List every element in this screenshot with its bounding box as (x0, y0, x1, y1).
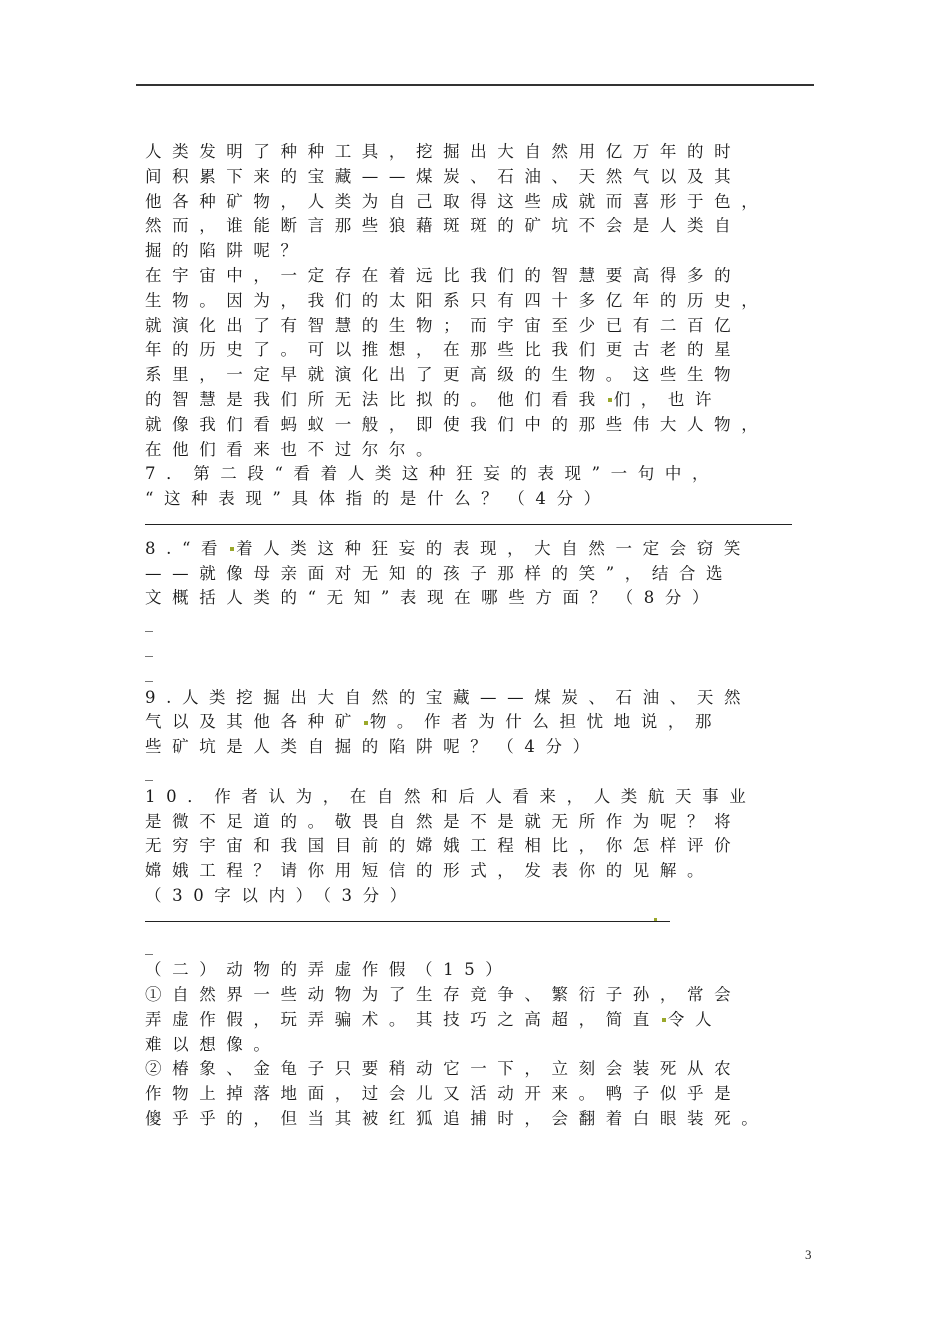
line-text: 在他们看来也不过尔尔。 (145, 439, 444, 459)
line-text: 10．作者认为，在自然和后人看来，人类航天事业 (145, 786, 757, 806)
line-text: 生物。因为，我们的太阳系只有四十多亿年的历史， (145, 290, 769, 310)
line-text: 他各种矿物，人类为自己取得这些成就而喜形于色， (145, 191, 769, 211)
blank-mark: _ (145, 761, 153, 781)
text-line (145, 686, 825, 711)
line-text: （二）动物的弄虚作假（15） (145, 960, 513, 980)
text-line (145, 338, 825, 363)
line-text: 9.人类挖掘出大自然的宝藏——煤炭、石油、天然 (145, 687, 752, 707)
text-line (145, 785, 825, 810)
line-text: （30字以内）（3分） (145, 885, 417, 905)
answer-line (145, 909, 825, 934)
line-text: 的智慧是我们所无法比拟的。他们看我 (145, 389, 606, 409)
text-line (145, 239, 825, 264)
text-line (145, 735, 825, 760)
answer-blank (145, 760, 825, 785)
blank-mark: _ (145, 637, 153, 657)
answer-line (145, 512, 825, 537)
text-line (145, 438, 825, 463)
line-text: ②椿象、金龟子只要稍动它一下，立刻会装死从农 (145, 1059, 742, 1079)
line-text: 在宇宙中，一定存在着远比我们的智慧要高得多的 (145, 265, 742, 285)
line-text-cont: 们，也许 (613, 389, 723, 409)
text-line (145, 710, 825, 735)
text-line (145, 1033, 825, 1058)
blank-mark: _ (145, 662, 153, 682)
blank-mark: _ (145, 935, 153, 955)
line-text: 些矿坑是人类自掘的陷阱呢？（4分） (145, 737, 600, 757)
line-text: 然而，谁能断言那些狼藉斑斑的矿坑不会是人类自 (145, 216, 742, 236)
text-line (145, 958, 825, 983)
line-text: 文概括人类的“无知”表现在哪些方面？（8分） (145, 588, 720, 608)
answer-blank (145, 934, 825, 959)
line-text: 人类发明了种种工具，挖掘出大自然用亿万年的时 (145, 142, 742, 161)
answer-blank (145, 661, 825, 686)
line-text: ①自然界一些动物为了生存竞争、繁衍子孙，常会 (145, 985, 742, 1005)
text-line (145, 413, 825, 438)
line-text: 是微不足道的。敬畏自然是不是就无所作为呢？将 (145, 811, 742, 831)
line-text: “这种表现”具体指的是什么？（4分） (145, 489, 611, 509)
line-text: 难以想像。 (145, 1034, 281, 1054)
text-line (145, 1057, 825, 1082)
line-text: 傻乎乎的，但当其被红狐追捕时，会翻着白眼装死。 (145, 1109, 769, 1129)
blank-mark: _ (145, 613, 153, 633)
text-line (145, 264, 825, 289)
line-text: 7．第二段“看着人类这种狂妄的表现”一句中， (145, 464, 720, 484)
line-text: 作物上掉落地面，过会儿又活动开来。鸭子似乎是 (145, 1084, 742, 1104)
text-line (145, 462, 825, 487)
text-line (145, 388, 825, 413)
line-text: 无穷宇宙和我国目前的嫦娥工程相比，你怎样评价 (145, 836, 742, 856)
document-body (145, 140, 825, 1132)
line-text: 气以及其他各种矿 (145, 712, 362, 732)
text-line (145, 140, 825, 165)
answer-blank (145, 636, 825, 661)
line-text-cont: 物。作者为什么担忧地说，那 (369, 712, 723, 732)
line-text: 嫦娥工程？请你用短信的形式，发表你的见解。 (145, 861, 715, 881)
line-text: 弄虚作假，玩弄骗术。其技巧之高超，简直 (145, 1009, 660, 1029)
emphasis-dot (230, 547, 234, 551)
text-line (145, 859, 825, 884)
line-text: 系里，一定早就演化出了更高级的生物。这些生物 (145, 365, 742, 385)
line-text: 掘的陷阱呢？ (145, 241, 308, 261)
emphasis-dot (654, 918, 657, 921)
line-text: ——就像母亲面对无知的孩子那样的笑”，结合选 (145, 563, 734, 583)
text-line (145, 214, 825, 239)
text-line (145, 586, 825, 611)
text-line (145, 314, 825, 339)
text-line (145, 1107, 825, 1132)
text-line (145, 884, 825, 909)
emphasis-dot (608, 398, 612, 402)
text-line (145, 165, 825, 190)
page-number: 3 (805, 1247, 812, 1262)
emphasis-dot (662, 1018, 666, 1022)
text-line (145, 983, 825, 1008)
text-line (145, 834, 825, 859)
emphasis-dot (364, 721, 368, 725)
text-line (145, 363, 825, 388)
line-text: 就像我们看蚂蚁一般，即使我们中的那些伟大人物， (145, 414, 769, 434)
text-line (145, 487, 825, 512)
line-text: 间积累下来的宝藏——煤炭、石油、天然气以及其 (145, 166, 742, 186)
line-text: 8.“看 (145, 538, 229, 558)
text-line (145, 1082, 825, 1107)
line-text: 就演化出了有智慧的生物；而宇宙至少已有二百亿 (145, 315, 742, 335)
text-line (145, 190, 825, 215)
line-text-cont: 令人 (667, 1009, 723, 1029)
text-line (145, 289, 825, 314)
line-text: 年的历史了。可以推想，在那些比我们更古老的星 (145, 340, 742, 360)
header-rule (136, 84, 814, 86)
text-line (145, 1008, 825, 1033)
text-line (145, 537, 825, 562)
answer-blank (145, 611, 825, 636)
line-text-cont: 着人类这种狂妄的表现，大自然一定会窃笑 (236, 538, 751, 558)
text-line (145, 562, 825, 587)
text-line (145, 810, 825, 835)
